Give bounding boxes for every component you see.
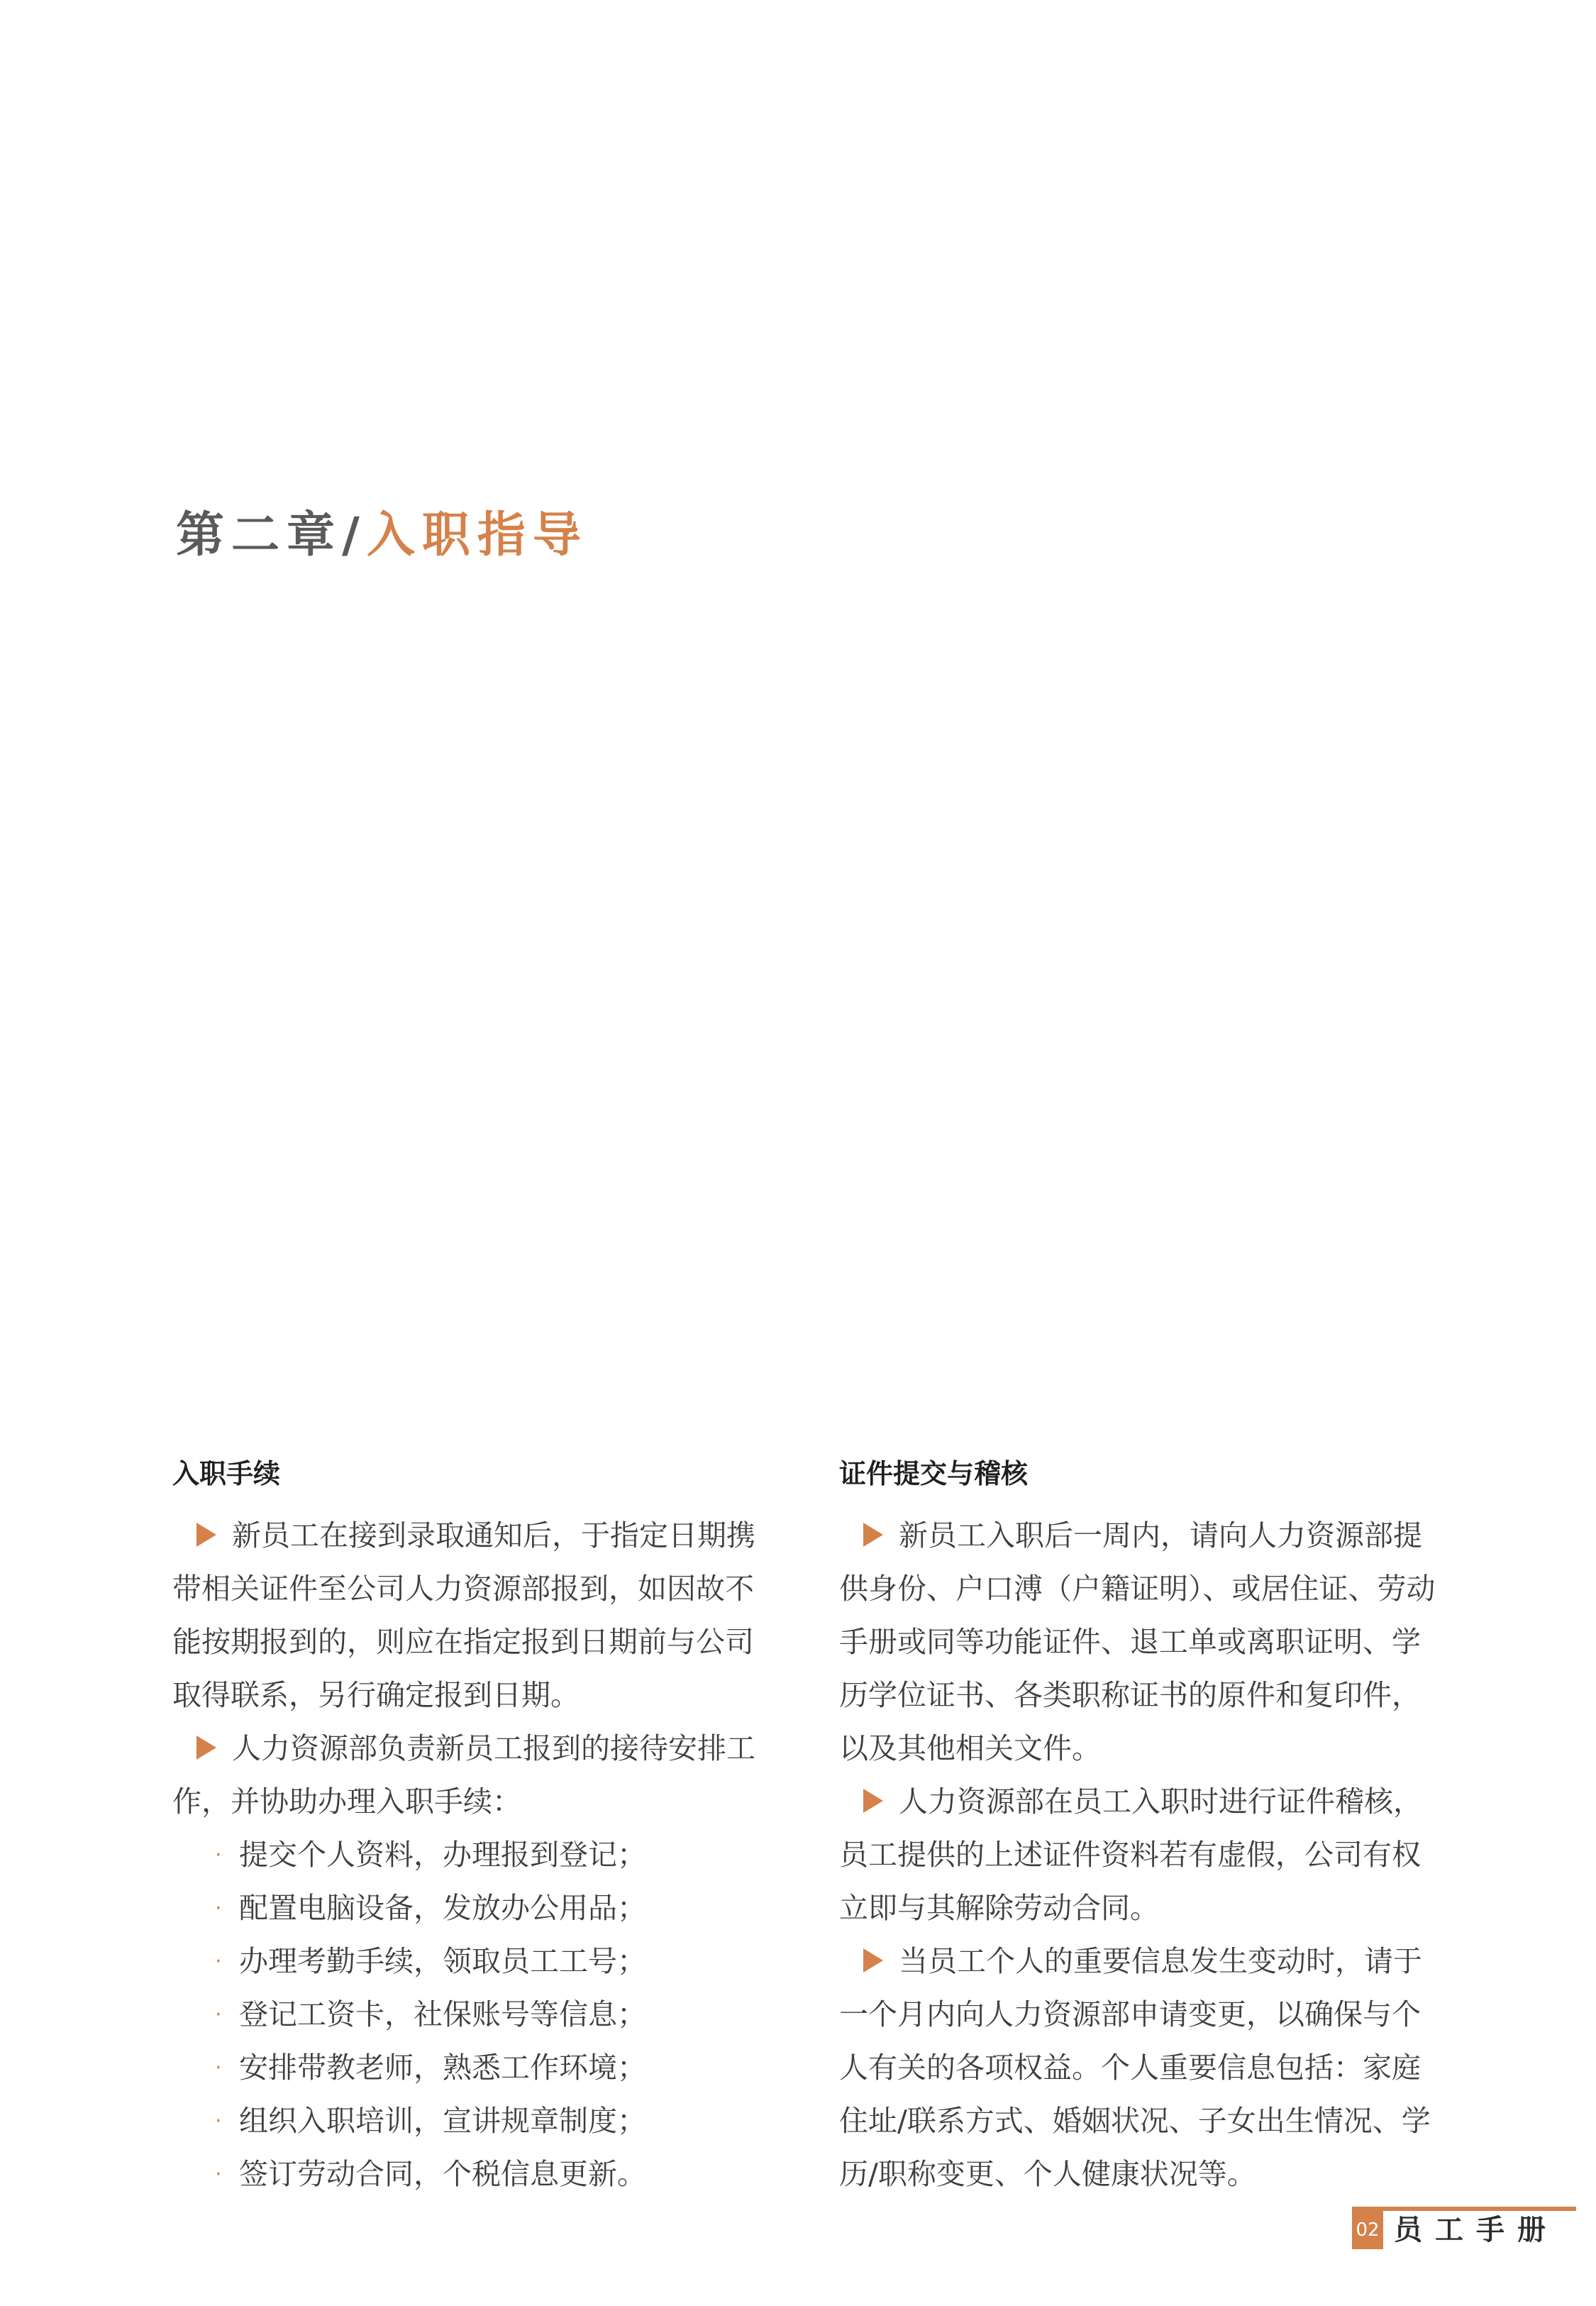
- list-item: · 登记工资卡，社保账号等信息；: [172, 1988, 782, 2041]
- list-item: · 签订劳动合同，个税信息更新。: [172, 2148, 782, 2201]
- chapter-number: 第二章: [176, 507, 343, 563]
- triangle-bullet-icon: [196, 1736, 216, 1760]
- triangle-bullet-icon: [863, 1948, 883, 1973]
- footer-title: 员工手册: [1394, 2214, 1558, 2246]
- document-verification-section: [839, 1451, 1449, 2201]
- paragraph: [839, 1775, 1449, 1935]
- chapter-title: [176, 497, 588, 566]
- procedure-list: [172, 1828, 782, 2201]
- dot-bullet-icon: ·: [215, 2162, 222, 2187]
- paragraph: [172, 1509, 782, 1722]
- triangle-bullet-icon: [196, 1523, 216, 1547]
- paragraph: [839, 1509, 1449, 1775]
- dot-bullet-icon: ·: [215, 2109, 222, 2134]
- dot-bullet-icon: ·: [215, 1896, 222, 1921]
- triangle-bullet-icon: [863, 1789, 883, 1813]
- chapter-slash: /: [342, 507, 367, 563]
- page-number: 02: [1352, 2211, 1383, 2249]
- dot-bullet-icon: ·: [215, 1949, 222, 1974]
- paragraph-text: 新员工入职后一周内，请向人力资源部提供身份、户口溥（户籍证明）、或居住证、劳动手册或同等功能证件、退工单或离职证明、学历学位证书、各类职称证书的原件和复印件，以及其他相关文件。: [839, 1518, 1436, 1765]
- dot-bullet-icon: ·: [215, 1843, 222, 1868]
- chapter-name: 入职指导: [366, 507, 588, 563]
- section-heading: 证件提交与稽核: [839, 1458, 1029, 1489]
- triangle-bullet-icon: [863, 1523, 883, 1547]
- list-item: · 组织入职培训，宣讲规章制度；: [172, 2095, 782, 2148]
- paragraph-text: 当员工个人的重要信息发生变动时，请于一个月内向人力资源部申请变更，以确保与个人有关的各项权益。个人重要信息包括：家庭住址/联系方式、婚姻状况、子女出生情况、学历/职称变更、个人健康状况等。: [839, 1944, 1431, 2191]
- list-item: · 配置电脑设备，发放办公用品；: [172, 1882, 782, 1935]
- section-heading: 入职手续: [172, 1458, 281, 1489]
- paragraph-text: 人力资源部负责新员工报到的接待安排工作，并协助办理入职手续：: [172, 1731, 755, 1819]
- list-item: · 提交个人资料，办理报到登记；: [172, 1828, 782, 1882]
- dot-bullet-icon: ·: [215, 2056, 222, 2080]
- paragraph-text: 人力资源部在员工入职时进行证件稽核，员工提供的上述证件资料若有虚假，公司有权立即与其解除劳动合同。: [839, 1784, 1422, 1925]
- onboarding-procedure-section: [172, 1451, 782, 2201]
- paragraph: [839, 1935, 1449, 2201]
- paragraph-text: 新员工在接到录取通知后，于指定日期携带相关证件至公司人力资源部报到，如因故不能按期报到的，则应在指定报到日期前与公司取得联系，另行确定报到日期。: [172, 1518, 755, 1712]
- dot-bullet-icon: ·: [215, 2002, 222, 2027]
- list-item: · 安排带教老师，熟悉工作环境；: [172, 2041, 782, 2095]
- paragraph: [172, 1722, 782, 1828]
- list-item: · 办理考勤手续，领取员工工号；: [172, 1935, 782, 1988]
